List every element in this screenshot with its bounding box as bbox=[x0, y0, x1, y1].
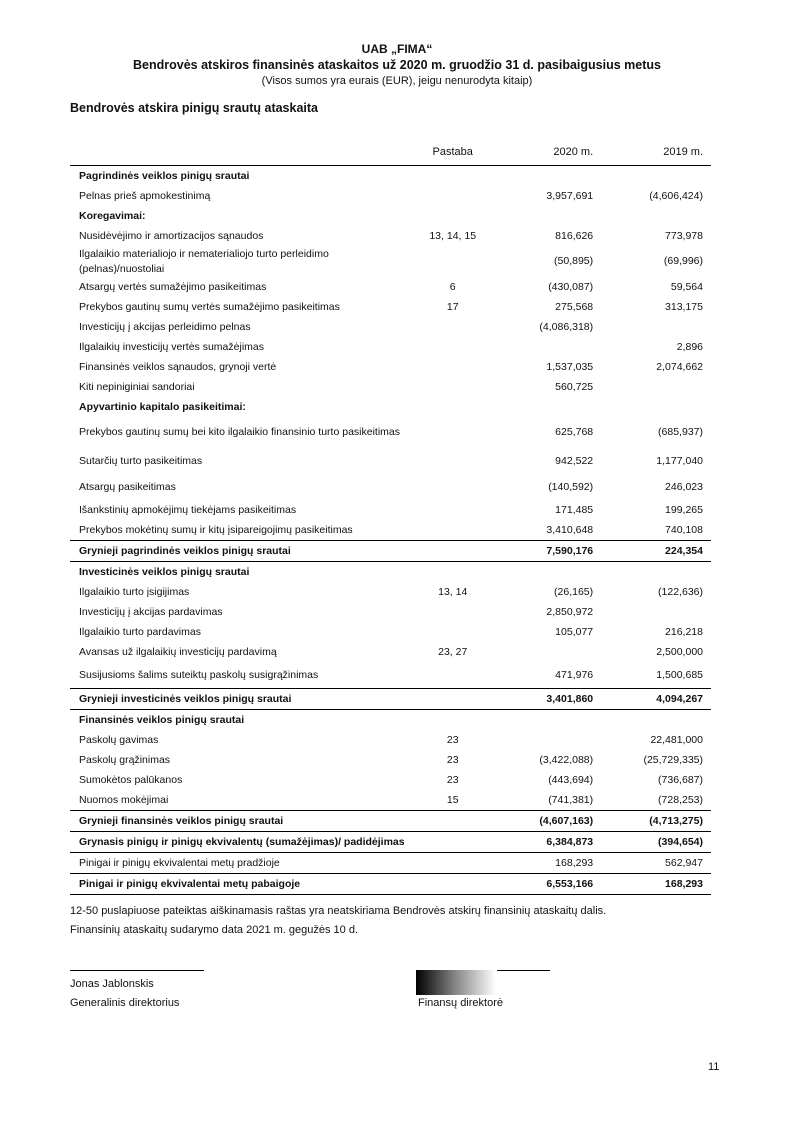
row-value-2020 bbox=[497, 397, 593, 417]
row-value-2020: 6,384,873 bbox=[497, 832, 593, 853]
signer-name: Jonas Jablonskis bbox=[70, 978, 154, 990]
table-row bbox=[70, 602, 711, 622]
table-row bbox=[70, 226, 711, 246]
row-value-2020: 7,590,176 bbox=[497, 541, 593, 562]
cash-flow-table bbox=[70, 139, 711, 895]
row-value-2019 bbox=[593, 710, 711, 731]
row-value-2019 bbox=[593, 166, 711, 187]
row-label: Išankstinių apmokėjimų tiekėjams pasikeitimas bbox=[79, 504, 297, 516]
table-row bbox=[70, 500, 711, 520]
redacted-signature bbox=[416, 970, 496, 995]
row-label: Paskolų gavimas bbox=[79, 734, 159, 746]
table-row bbox=[70, 770, 711, 790]
row-value-2020 bbox=[497, 642, 593, 662]
row-value-2020: 560,725 bbox=[555, 381, 594, 393]
table-row bbox=[70, 853, 711, 874]
row-value-2020: 3,410,648 bbox=[546, 524, 594, 536]
table-row bbox=[70, 874, 711, 895]
row-label: Finansinės veiklos sąnaudos, grynoji vertė bbox=[79, 361, 277, 373]
row-note bbox=[408, 448, 497, 474]
row-value-2020: 3,401,860 bbox=[497, 689, 593, 710]
row-note: 17 bbox=[446, 301, 459, 313]
row-note bbox=[408, 811, 497, 832]
row-value-2020: 942,522 bbox=[555, 455, 594, 467]
row-value-2019 bbox=[593, 602, 711, 622]
row-note bbox=[408, 474, 497, 500]
row-value-2020: (26,165) bbox=[554, 586, 594, 598]
row-value-2020: 168,293 bbox=[497, 853, 593, 874]
table-row bbox=[70, 357, 711, 377]
row-value-2019: 773,978 bbox=[665, 230, 703, 242]
row-value-2019 bbox=[593, 397, 711, 417]
row-value-2019: 313,175 bbox=[665, 301, 703, 313]
row-note: 23, 27 bbox=[438, 646, 468, 658]
row-note: 23 bbox=[446, 734, 459, 746]
row-value-2019 bbox=[593, 562, 711, 583]
table-row bbox=[70, 206, 711, 226]
column-header-2019: 2019 m. bbox=[593, 139, 711, 166]
row-value-2019 bbox=[593, 377, 711, 397]
row-label: Pagrindinės veiklos pinigų srautai bbox=[79, 170, 250, 182]
row-value-2019: (4,713,275) bbox=[593, 811, 711, 832]
row-label: Grynieji investicinės veiklos pinigų srautai bbox=[70, 689, 408, 710]
row-label: Pinigai ir pinigų ekvivalentai metų pradžioje bbox=[70, 853, 408, 874]
row-value-2019 bbox=[593, 206, 711, 226]
row-note bbox=[408, 417, 497, 448]
row-note bbox=[408, 317, 497, 337]
row-note: 13, 14 bbox=[438, 586, 468, 598]
row-note: 23 bbox=[446, 754, 459, 766]
table-row bbox=[70, 811, 711, 832]
row-note: 23 bbox=[446, 774, 459, 786]
row-note bbox=[408, 662, 497, 689]
row-value-2019: (69,996) bbox=[663, 255, 703, 267]
row-value-2019: 1,500,685 bbox=[656, 669, 703, 681]
row-value-2019: 2,074,662 bbox=[656, 361, 703, 373]
row-value-2019: 740,108 bbox=[665, 524, 703, 536]
row-label: Finansinės veiklos pinigų srautai bbox=[79, 714, 245, 726]
row-note: 6 bbox=[449, 281, 456, 293]
row-label: Sutarčių turto pasikeitimas bbox=[79, 455, 203, 467]
row-value-2020: (741,381) bbox=[548, 794, 594, 806]
table-row bbox=[70, 662, 711, 689]
column-header-note: Pastaba bbox=[408, 139, 497, 166]
row-note bbox=[408, 689, 497, 710]
table-row bbox=[70, 622, 711, 642]
row-label: Sumokėtos palūkanos bbox=[79, 774, 183, 786]
row-note bbox=[408, 874, 497, 895]
row-value-2019: 2,896 bbox=[676, 341, 703, 353]
row-value-2020: 1,537,035 bbox=[546, 361, 594, 373]
table-row bbox=[70, 448, 711, 474]
row-value-2020 bbox=[497, 562, 593, 583]
column-header-2020: 2020 m. bbox=[497, 139, 593, 166]
company-name: UAB „FIMA“ bbox=[361, 42, 433, 56]
table-row bbox=[70, 689, 711, 710]
signer-role-ceo: Generalinis direktorius bbox=[70, 997, 180, 1009]
row-note bbox=[408, 622, 497, 642]
table-row bbox=[70, 246, 711, 277]
row-label: Atsargų pasikeitimas bbox=[79, 481, 176, 493]
table-row bbox=[70, 582, 711, 602]
row-value-2020: 816,626 bbox=[555, 230, 594, 242]
row-note bbox=[408, 710, 497, 731]
row-label: Pelnas prieš apmokestinimą bbox=[79, 190, 211, 202]
row-value-2019: 199,265 bbox=[665, 504, 703, 516]
table-row bbox=[70, 541, 711, 562]
row-value-2020: (4,607,163) bbox=[497, 811, 593, 832]
row-value-2019: 1,177,040 bbox=[656, 455, 703, 467]
row-value-2019: (122,636) bbox=[658, 586, 703, 598]
row-label: Investicinės veiklos pinigų srautai bbox=[79, 566, 250, 578]
row-note bbox=[408, 337, 497, 357]
row-value-2020: 3,957,691 bbox=[546, 190, 594, 202]
row-note bbox=[408, 602, 497, 622]
row-value-2020: 275,568 bbox=[555, 301, 594, 313]
row-value-2020: 6,553,166 bbox=[497, 874, 593, 895]
row-value-2019: 2,500,000 bbox=[656, 646, 703, 658]
row-note bbox=[408, 166, 497, 187]
row-label: Apyvartinio kapitalo pasikeitimai: bbox=[79, 401, 246, 413]
row-label: Nusidėvėjimo ir amortizacijos sąnaudos bbox=[79, 230, 264, 242]
section-title: Bendrovės atskira pinigų srautų ataskaita bbox=[70, 101, 319, 115]
row-note bbox=[408, 562, 497, 583]
table-row bbox=[70, 832, 711, 853]
row-label: Ilgalaikio materialiojo ir nematerialiojo turto perleidimo (pelnas)/nuostoliai bbox=[79, 247, 329, 275]
row-note bbox=[408, 853, 497, 874]
report-title: Bendrovės atskiros finansinės ataskaitos už 2020 m. gruodžio 31 d. pasibaigusius metus bbox=[133, 58, 661, 72]
signature-line-ceo bbox=[70, 970, 204, 971]
table-row bbox=[70, 790, 711, 811]
row-note bbox=[408, 206, 497, 226]
row-label: Grynieji pagrindinės veiklos pinigų srautai bbox=[70, 541, 408, 562]
table-header-row bbox=[70, 139, 711, 166]
row-value-2019: (4,606,424) bbox=[649, 190, 703, 202]
row-label: Avansas už ilgalaikių investicijų pardavimą bbox=[79, 646, 277, 658]
row-note bbox=[408, 357, 497, 377]
table-row bbox=[70, 520, 711, 541]
explanatory-note: 12-50 puslapiuose pateiktas aiškinamasis raštas yra neatskiriama Bendrovės atskirų finansinių ataskaitų dalis. bbox=[70, 905, 607, 917]
row-value-2019: (685,937) bbox=[658, 426, 703, 438]
row-value-2020: 171,485 bbox=[555, 504, 594, 516]
table-row bbox=[70, 297, 711, 317]
row-value-2019: 4,094,267 bbox=[593, 689, 711, 710]
row-value-2019: (25,729,335) bbox=[643, 754, 703, 766]
table-row bbox=[70, 397, 711, 417]
signer-role-cfo: Finansų direktorė bbox=[418, 997, 503, 1009]
row-label: Prekybos gautinų sumų bei kito ilgalaikio finansinio turto pasikeitimas bbox=[79, 426, 400, 438]
row-value-2020: (443,694) bbox=[548, 774, 594, 786]
row-value-2019: 168,293 bbox=[593, 874, 711, 895]
row-label: Nuomos mokėjimai bbox=[79, 794, 169, 806]
row-value-2019: (394,654) bbox=[593, 832, 711, 853]
row-note: 15 bbox=[446, 794, 459, 806]
row-label: Grynieji finansinės veiklos pinigų srautai bbox=[70, 811, 408, 832]
row-value-2019: 562,947 bbox=[593, 853, 711, 874]
row-value-2020: (140,592) bbox=[548, 481, 594, 493]
row-label: Ilgalaikių investicijų vertės sumažėjimas bbox=[79, 341, 264, 353]
row-value-2020 bbox=[497, 206, 593, 226]
table-row bbox=[70, 474, 711, 500]
row-label: Susijusioms šalims suteiktų paskolų susigrąžinimas bbox=[79, 669, 319, 681]
currency-note: (Visos sumos yra eurais (EUR), jeigu nenurodyta kitaip) bbox=[261, 75, 533, 87]
table-row bbox=[70, 277, 711, 297]
row-value-2020: 2,850,972 bbox=[546, 606, 594, 618]
row-value-2019: 216,218 bbox=[665, 626, 703, 638]
row-note bbox=[408, 832, 497, 853]
row-label: Atsargų vertės sumažėjimo pasikeitimas bbox=[79, 281, 267, 293]
row-value-2020: 105,077 bbox=[555, 626, 594, 638]
row-value-2019: (728,253) bbox=[658, 794, 703, 806]
row-note bbox=[408, 520, 497, 541]
table-row bbox=[70, 750, 711, 770]
row-note bbox=[408, 246, 497, 277]
row-value-2020: (4,086,318) bbox=[539, 321, 594, 333]
row-value-2020 bbox=[497, 166, 593, 187]
row-value-2020 bbox=[497, 337, 593, 357]
row-value-2020 bbox=[497, 710, 593, 731]
signature-line-cfo bbox=[497, 970, 550, 971]
row-label: Pinigai ir pinigų ekvivalentai metų pabaigoje bbox=[70, 874, 408, 895]
page-number: 11 bbox=[708, 1061, 720, 1073]
row-label: Prekybos gautinų sumų vertės sumažėjimo pasikeitimas bbox=[79, 301, 340, 313]
table-row bbox=[70, 377, 711, 397]
row-label: Investicijų į akcijas perleidimo pelnas bbox=[79, 321, 251, 333]
row-value-2020 bbox=[497, 730, 593, 750]
table-row bbox=[70, 337, 711, 357]
table-row bbox=[70, 642, 711, 662]
row-value-2020: 625,768 bbox=[555, 426, 594, 438]
row-value-2020: (50,895) bbox=[554, 255, 594, 267]
row-note bbox=[408, 500, 497, 520]
row-value-2019: (736,687) bbox=[658, 774, 703, 786]
table-row bbox=[70, 317, 711, 337]
table-row bbox=[70, 166, 711, 187]
row-label: Grynasis pinigų ir pinigų ekvivalentų (sumažėjimas)/ padidėjimas bbox=[70, 832, 408, 853]
row-value-2020: 471,976 bbox=[555, 669, 594, 681]
row-note bbox=[408, 186, 497, 206]
row-value-2020: (3,422,088) bbox=[539, 754, 594, 766]
table-row bbox=[70, 562, 711, 583]
preparation-date: Finansinių ataskaitų sudarymo data 2021 m. gegužės 10 d. bbox=[70, 924, 359, 936]
row-note bbox=[408, 397, 497, 417]
row-note bbox=[408, 541, 497, 562]
column-header-label bbox=[70, 139, 408, 166]
row-label: Koregavimai: bbox=[79, 210, 146, 222]
row-label: Prekybos mokėtinų sumų ir kitų įsipareigojimų pasikeitimas bbox=[79, 524, 353, 536]
row-value-2019: 246,023 bbox=[665, 481, 703, 493]
table-row bbox=[70, 730, 711, 750]
row-value-2019: 59,564 bbox=[670, 281, 703, 293]
row-note: 13, 14, 15 bbox=[429, 230, 477, 242]
row-label: Ilgalaikio turto įsigijimas bbox=[79, 586, 190, 598]
row-value-2019: 22,481,000 bbox=[650, 734, 703, 746]
row-value-2019: 224,354 bbox=[593, 541, 711, 562]
table-row bbox=[70, 417, 711, 448]
row-label: Paskolų grąžinimas bbox=[79, 754, 171, 766]
row-value-2019 bbox=[593, 317, 711, 337]
row-label: Kiti nepiniginiai sandoriai bbox=[79, 381, 195, 393]
table-row bbox=[70, 186, 711, 206]
row-label: Investicijų į akcijas pardavimas bbox=[79, 606, 223, 618]
row-note bbox=[408, 377, 497, 397]
row-label: Ilgalaikio turto pardavimas bbox=[79, 626, 201, 638]
table-row bbox=[70, 710, 711, 731]
row-value-2020: (430,087) bbox=[548, 281, 594, 293]
